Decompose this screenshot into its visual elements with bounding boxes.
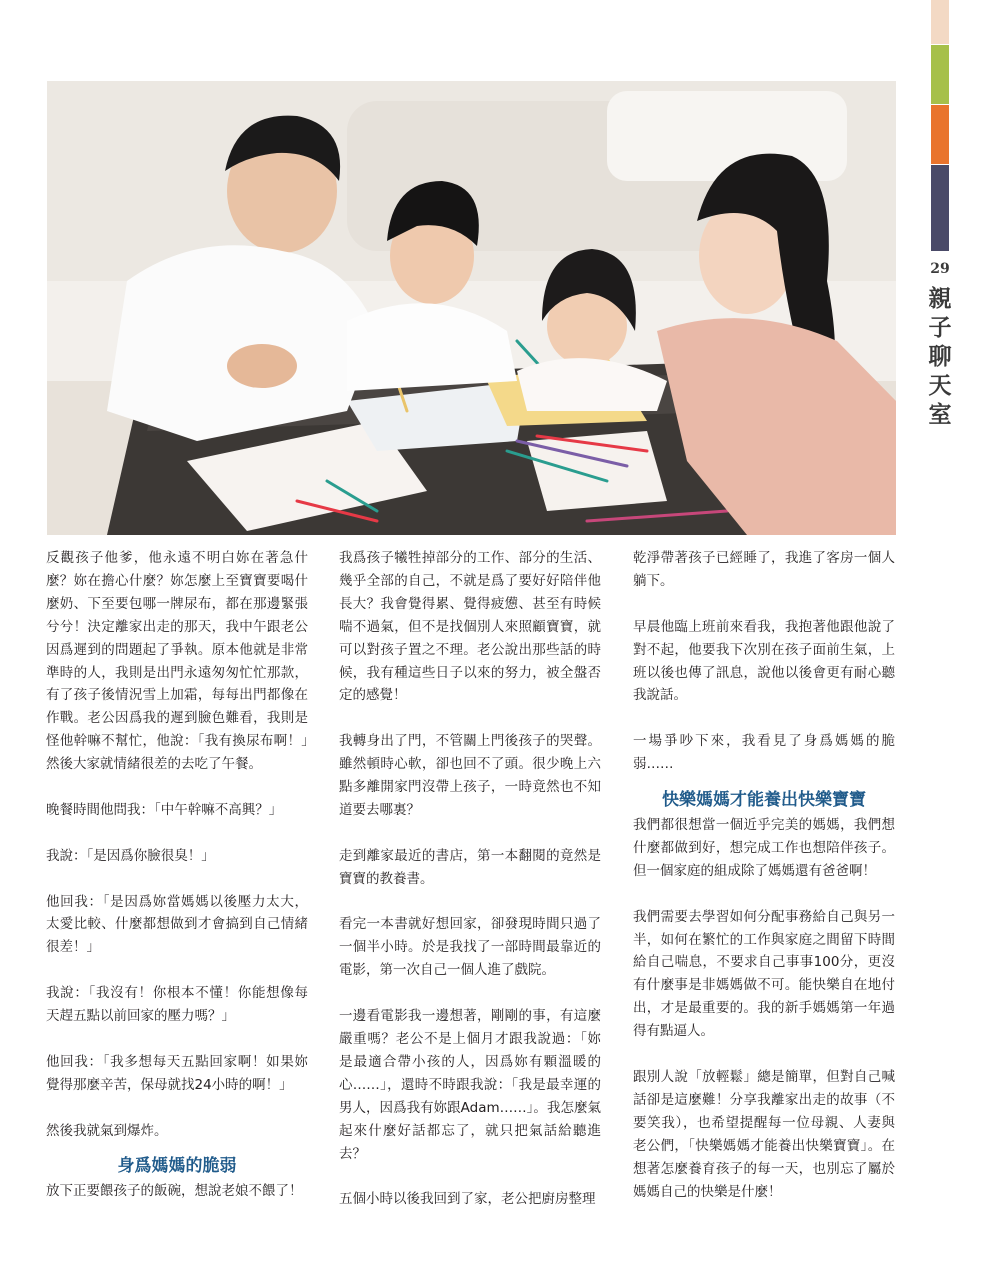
paragraph: 乾淨帶著孩子已經睡了，我進了客房一個人躺下。 xyxy=(633,550,895,589)
paragraph: 一場爭吵下來，我看見了身爲媽媽的脆弱…… xyxy=(633,733,895,773)
article-column-2 xyxy=(339,547,601,1234)
paragraph: 他回我：「我多想每天五點回家啊！如果妳覺得那麼辛苦，保母就找24小時的啊！」 xyxy=(46,1053,308,1093)
paragraph: 我說：「是因爲你臉很臭！」 xyxy=(46,847,215,864)
side-tab-green xyxy=(931,45,949,104)
paragraph: 然後我就氣到爆炸。 xyxy=(46,1122,168,1139)
article-column-1 xyxy=(46,547,308,1226)
section-title: 親 子 聊 天 室 xyxy=(928,285,952,428)
paragraph: 晚餐時間他問我：「中午幹嘛不高興？」 xyxy=(46,801,283,818)
section-heading: 身爲媽媽的脆弱 xyxy=(117,1156,237,1177)
paragraph: 我轉身出了門，不管關上門後孩子的哭聲。雖然頓時心軟，卻也回不了頭。很少晚上六點多離開家門沒帶上孩子，一時竟然也不知道要去哪裏？ xyxy=(339,733,601,818)
side-tab-peach xyxy=(931,0,949,44)
paragraph: 放下正要餵孩子的飯碗，想說老娘不餵了！ xyxy=(46,1183,303,1200)
page-number: 29 xyxy=(930,261,950,277)
paragraph: 看完一本書就好想回家，卻發現時間只過了一個半小時。於是我找了一部時間最靠近的電影，第一次自己一個人進了戲院。 xyxy=(339,916,601,979)
paragraph: 早晨他臨上班前來看我，我抱著他跟他說了對不起，他要我下次別在孩子面前生氣，上班以後也傳了訊息，說他以後會更有耐心聽我說話。 xyxy=(633,618,895,704)
paragraph: 走到離家最近的書店，第一本翻閱的竟然是寶寶的教養書。 xyxy=(339,847,601,887)
paragraph: 我們需要去學習如何分配事務給自己與另一半，如何在繁忙的工作與家庭之間留下時間給自己喘息，不要求自己事事100分，更沒有什麼事是非媽媽做不可。能快樂自在地付出，才是最重要的。我的新手媽媽第一年過得有點逼人。 xyxy=(633,908,895,1040)
article-column-3 xyxy=(633,547,895,1226)
section-heading: 快樂媽媽才能養出快樂寶寶 xyxy=(662,790,866,811)
paragraph: 反觀孩子他爹，他永遠不明白妳在著急什麼？妳在擔心什麼？妳怎麼上至寶寶要喝什麼奶、下至要包哪一牌尿布，都在那邊緊張兮兮！決定離家出走的那天，我中午跟老公因爲遲到的問題起了爭執。原本他就是非常準時的人，我則是出門永遠匆匆忙忙那款，有了孩子後情況雪上加霜，每每出門都像在作戰。老公因爲我的遲到臉色難看，我則是怪他幹嘛不幫忙，他說：「我有換尿布啊！」然後大家就情緒很差的去吃了午餐。 xyxy=(46,550,308,773)
paragraph: 跟別人說「放輕鬆」總是簡單，但對自己喊話卻是這麼難！分享我離家出走的故事（不要笑我），也希望提醒每一位母親、人妻與老公們，「快樂媽媽才能養出快樂寶寶」。在想著怎麼養育孩子的每一天，也別忘了屬於媽媽自己的快樂是什麼！ xyxy=(633,1068,895,1200)
paragraph: 我爲孩子犧牲掉部分的工作、部分的生活、幾乎全部的自己，不就是爲了要好好陪伴他長大？我會覺得累、覺得疲憊、甚至有時候喘不過氣，但不是找個別人來照顧寶寶，就可以對孩子置之不理。老公說出那些話的時候，我有種這些日子以來的努力，被全盤否定的感覺！ xyxy=(339,550,601,704)
family-drawing-photo xyxy=(47,81,896,535)
paragraph: 五個小時以後我回到了家，老公把廚房整理 xyxy=(339,1191,596,1208)
paragraph: 我們都很想當一個近乎完美的媽媽，我們想什麼都做到好，想完成工作也想陪伴孩子。但一個家庭的組成除了媽媽還有爸爸啊！ xyxy=(633,817,895,879)
paragraph: 一邊看電影我一邊想著，剛剛的事，有這麼嚴重嗎？老公不是上個月才跟我說過：「妳是最適合帶小孩的人，因爲妳有顆溫暖的心……」，還時不時跟我說：「我是最幸運的男人，因爲我有妳跟Adam……」。我怎麼氣起來什麼好話都忘了，就只把氣話給聽進去？ xyxy=(339,1008,601,1162)
paragraph: 他回我：「是因爲妳當媽媽以後壓力太大，太愛比較、什麼都想做到才會搞到自己情緒很差！」 xyxy=(46,893,308,956)
paragraph: 我說：「我沒有！你根本不懂！你能想像每天趕五點以前回家的壓力嗎？」 xyxy=(46,985,308,1025)
side-tab-navy xyxy=(931,165,949,251)
side-tab-orange xyxy=(931,105,949,164)
